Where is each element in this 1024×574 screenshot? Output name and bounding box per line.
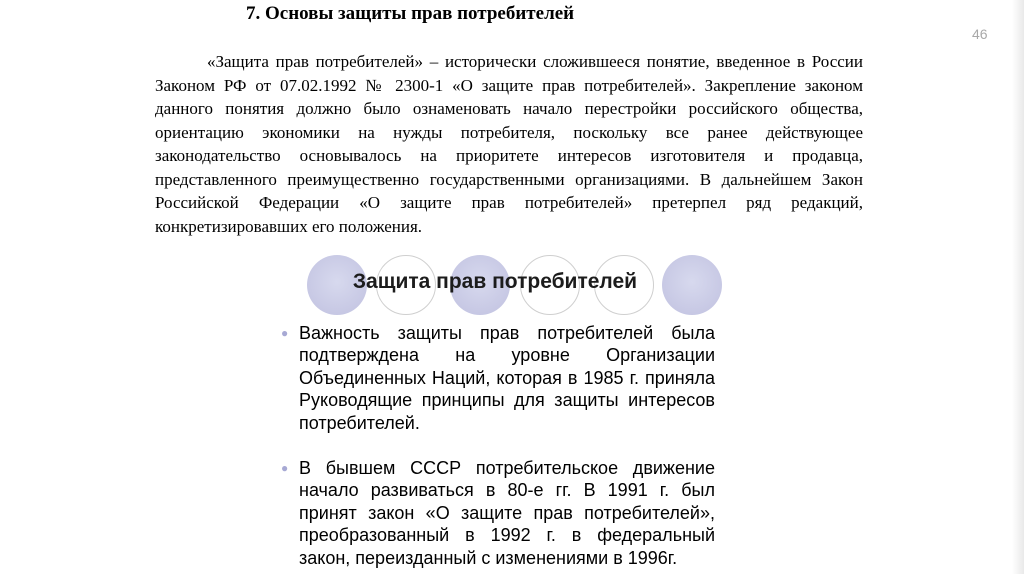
bullet-dot-icon: ● — [281, 461, 289, 476]
bullet-text: В бывшем СССР потребительское движение начало развиваться в 80-е гг. В 1991 г. был принят закон «О защите прав потребителей», преобразованный в 1992 г. в федеральный закон, переизданный с изменениями в 1996г. — [299, 458, 715, 568]
page-number: 46 — [972, 26, 988, 42]
section-title: 7. Основы защиты прав потребителей — [246, 3, 575, 24]
bullet-list — [281, 322, 715, 569]
intro-paragraph: «Защита прав потребителей» – исторически сложившееся понятие, введенное в России Законом РФ от 07.02.1992 № 2300-1 «О защите прав потребителей». Закрепление законом данного понятия должно было ознаменовать начало перестройки российского общества, ориентацию экономики на нужды потребителя, поскольку все ранее действующее законодательство основывалось на приоритете интересов изготовителя и продавца, представленного преимущественно государственными организациями. В дальнейшем Закон Российской Федерации «О защите прав потребителей» претерпел ряд редакций, конкретизировавших его положения. — [155, 52, 863, 236]
list-item — [281, 322, 715, 434]
page-edge-shadow — [1012, 0, 1024, 574]
bullet-text: Важность защиты прав потребителей была подтверждена на уровне Организации Объединенных Наций, которая в 1985 г. приняла Руководящие принципы для защиты интересов потребителей. — [299, 323, 715, 433]
list-item — [281, 457, 715, 569]
banner-title: Защита прав потребителей — [352, 270, 638, 293]
bullet-dot-icon: ● — [281, 326, 289, 340]
